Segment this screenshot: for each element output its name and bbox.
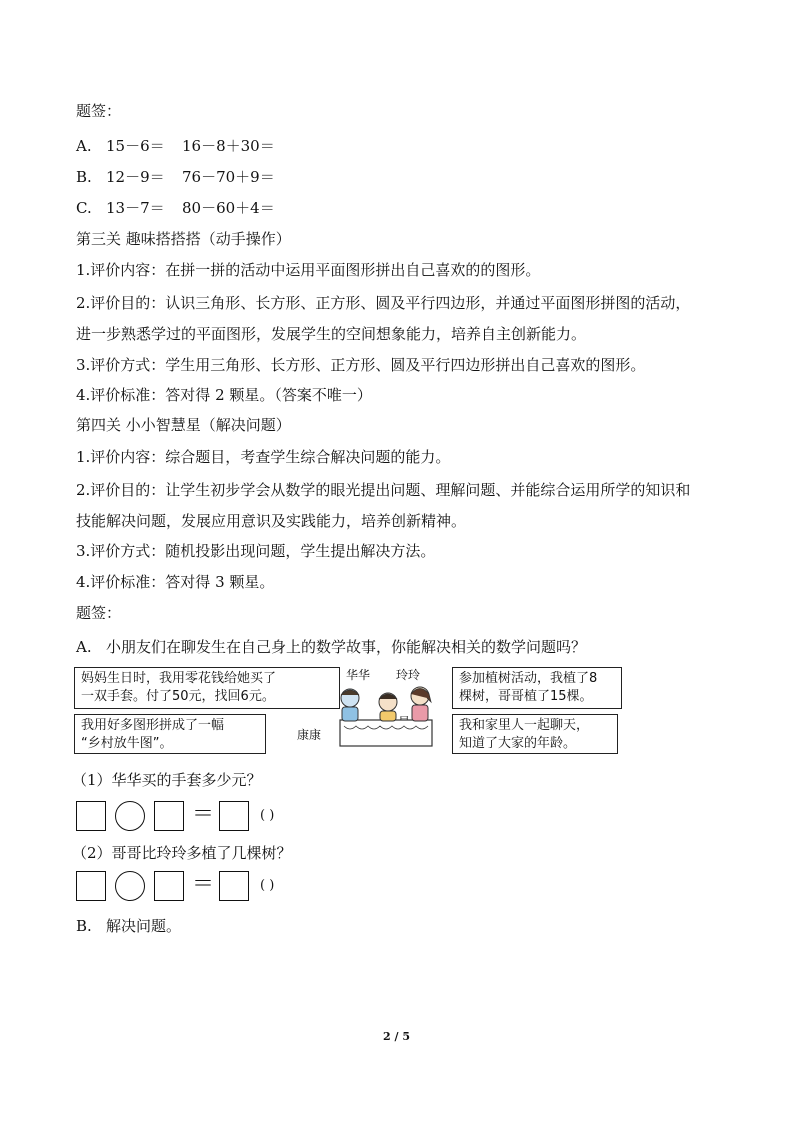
expr-2: 76－70＋9＝ [182,168,275,186]
question-a [76,637,586,657]
bubble-line: “乡村放牛图”。 [81,736,173,751]
text-line: 进一步熟悉学过的平面图形，发展学生的空间想象能力，培养自主创新能力。 [76,325,587,343]
answer-box[interactable] [219,801,249,831]
bubble-line: 一双手套。付了50元，找回6元。 [81,689,275,704]
child-body [412,705,428,721]
answer-box[interactable] [76,871,106,901]
section-4-title: 第四关 小小智慧星（解决问题） [76,416,291,434]
expr-1: 15－6＝ [106,137,165,155]
bubble-line: 知道了大家的年龄。 [459,736,577,751]
expr-2: 16－8＋30＝ [182,137,275,155]
question-text: 小朋友们在聊发生在自己身上的数学故事，你能解决相关的数学问题吗？ [106,638,587,656]
expr-2: 80－60＋4＝ [182,199,275,217]
subquestion-1: （1）华华买的手套多少元？ [72,771,262,789]
question-b [76,916,181,936]
child-hair [379,694,397,699]
table-shape [340,720,432,746]
page-number: 2 / 5 [383,1030,410,1043]
text-line: 3.评价方式：随机投影出现问题，学生提出解决方法。 [76,542,436,560]
unit-parentheses[interactable]: ( ) [260,878,275,893]
subquestion-2: （2）哥哥比玲玲多植了几棵树？ [72,844,292,862]
question-text: 解决问题。 [106,917,182,935]
bubble-line: 我和家里人一起聊天， [459,718,590,733]
child-hair [341,690,359,695]
option-label: B. [76,917,92,935]
children-drawing [318,680,450,750]
answer-box[interactable] [154,801,184,831]
text-line: 技能解决问题，发展应用意识及实践能力，培养创新精神。 [76,512,467,530]
option-c [76,198,275,218]
answer-box[interactable] [154,871,184,901]
speech-bubble-lingling [452,667,622,709]
option-a [76,136,275,156]
option-label: A. [76,638,92,656]
option-label: B. [76,168,92,186]
equals-sign: ＝ [192,802,215,827]
bubble-line: 棵树，哥哥植了15棵。 [459,689,593,704]
expr-1: 13－7＝ [106,199,165,217]
option-b [76,167,275,187]
text-line: 3.评价方式：学生用三角形、长方形、正方形、圆及平行四边形拼出自己喜欢的图形。 [76,356,646,374]
speech-bubble-huahua [74,667,340,709]
child-body [342,707,358,721]
bubble-line: 参加植树活动，我植了8 [459,671,598,686]
label-tiqian-1: 题签： [76,102,122,120]
text-line: 4.评价标准：答对得 2 颗星。（答案不唯一） [76,386,372,404]
label-tiqian-2: 题签： [76,604,122,622]
answer-box[interactable] [219,871,249,901]
answer-box[interactable] [76,801,106,831]
operator-circle[interactable] [115,871,145,901]
section-3-title: 第三关 趣味搭搭搭（动手操作） [76,230,291,248]
text-line: 1.评价内容：综合题目，考查学生综合解决问题的能力。 [76,448,451,466]
text-line: 2.评价目的：认识三角形、长方形、正方形、圆及平行四边形，并通过平面图形拼图的活动， [76,294,691,312]
name-kangkang: 康康 [297,728,322,742]
text-line: 4.评价标准：答对得 3 颗星。 [76,573,275,591]
unit-parentheses[interactable]: ( ) [260,808,275,823]
bubble-line: 我用好多图形拼成了一幅 [81,718,225,733]
text-line: 2.评价目的：让学生初步学会从数学的眼光提出问题、理解问题、并能综合运用所学的知识和 [76,481,691,499]
operator-circle[interactable] [115,801,145,831]
bubble-line: 妈妈生日时，我用零花钱给她买了 [81,671,277,686]
child-body [380,711,396,721]
equals-sign: ＝ [192,872,215,897]
name-huahua: 华华 [346,668,371,682]
speech-bubble-xingxing [452,714,618,754]
option-label: C. [76,199,92,217]
speech-bubble-kangkang [74,714,266,754]
name-lingling: 玲玲 [396,668,421,682]
text-line: 1.评价内容：在拼一拼的活动中运用平面图形拼出自己喜欢的的图形。 [76,261,541,279]
expr-1: 12－9＝ [106,168,165,186]
option-label: A. [76,137,92,155]
